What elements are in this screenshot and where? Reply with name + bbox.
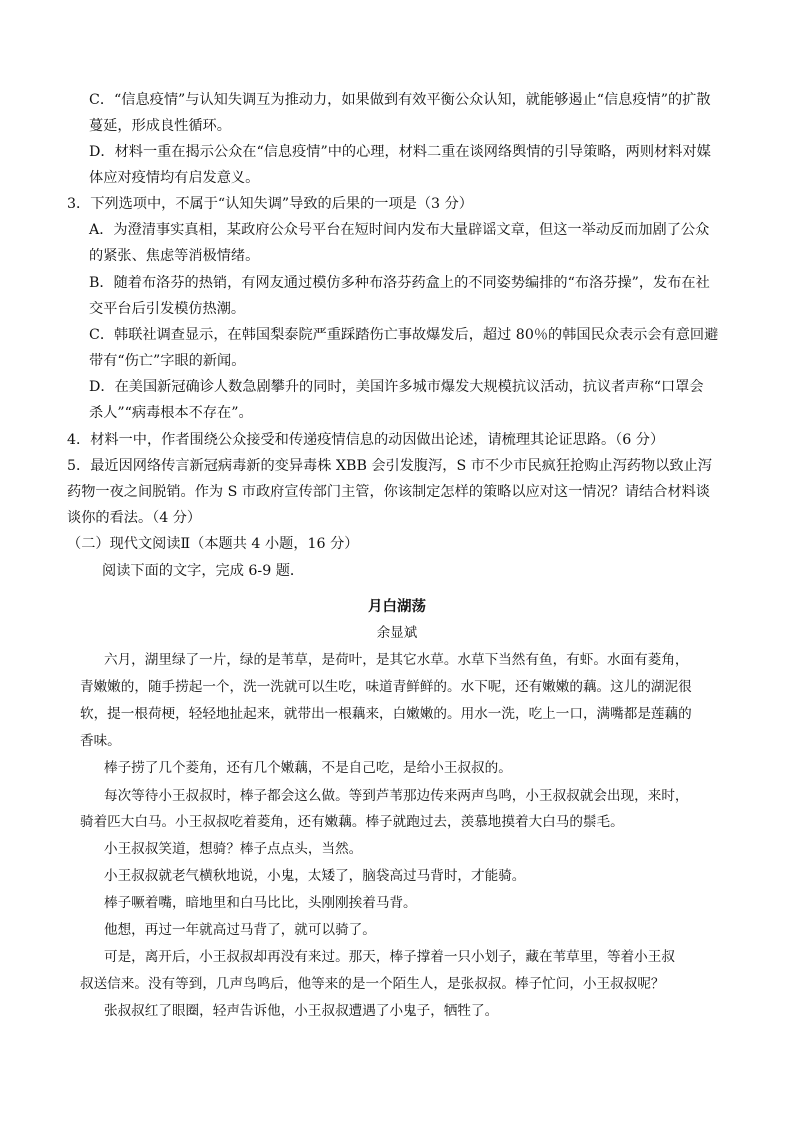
story-line-12: 可是，离开后，小王叔叔却再没有来过。那天，棒子撑着一只小划子，藏在苇草里，等着小王叔	[104, 949, 675, 965]
story-author: 余显斌	[376, 625, 418, 641]
story-line-3: 软，提一根荷梗，轻轻地扯起来，就带出一根藕来，白嫩嫩的。用水一洗，吃上一口，满嘴都是莲藕的	[80, 706, 692, 722]
q3-option-a-line-2: 的紧张、焦虑等消极情绪。	[89, 248, 260, 264]
section-instruction: 阅读下面的文字，完成 6-9 题．	[102, 563, 305, 579]
q5-line-1: 5．最近因网络传言新冠病毒新的变异毒株 XBB 会引发腹泻，S 市不少市民疯狂抢购止泻药物以致止泻	[67, 458, 712, 474]
story-line-2: 青嫩嫩的，随手捞起一个，洗一洗就可以生吃，味道青鲜鲜的。水下呢，还有嫩嫩的藕。这儿的湖泥很	[80, 679, 692, 695]
q3-option-c-line-1: C．韩联社调查显示，在韩国梨泰院严重踩踏伤亡事故爆发后，超过 80％的韩国民众表示会有意回避	[89, 327, 719, 343]
story-line-4: 香味。	[80, 733, 121, 749]
q3-option-b-line-2: 交平台后引发模仿热潮。	[89, 301, 246, 317]
q3-option-c-line-2: 带有“伤亡”字眼的新闻。	[89, 353, 246, 369]
q3-option-b-line-1: B．随着布洛芬的热销，有网友通过模仿多种布洛芬药盒上的不同姿势编排的“布洛芬操”，发布在社	[89, 275, 710, 291]
q4-text: 4．材料一中，作者围绕公众接受和传递疫情信息的动因做出论述，请梳理其论证思路。（6 分）	[67, 432, 665, 448]
story-line-1: 六月，湖里绿了一片，绿的是苇草，是荷叶，是其它水草。水草下当然有鱼，有虾。水面有菱角，	[104, 652, 689, 668]
story-line-14: 张叔叔红了眼圈，轻声告诉他，小王叔叔遭遇了小鬼子，牺牲了。	[104, 1003, 499, 1019]
q2-option-c-line-2: 蔓延，形成良性循环。	[89, 118, 231, 134]
story-title: 月白湖荡	[368, 598, 426, 615]
q2-option-d-line-1: D．材料一重在揭示公众在“信息疫情”中的心理，材料二重在谈网络舆情的引导策略，两则材料对媒	[89, 144, 711, 160]
story-line-9: 小王叔叔就老气横秋地说，小鬼，太矮了，脑袋高过马背时，才能骑。	[104, 868, 526, 884]
story-line-10: 棒子噘着嘴，暗地里和白马比比，头刚刚挨着马背。	[104, 895, 417, 911]
q2-option-c-line-1: C．“信息疫情”与认知失调互为推动力，如果做到有效平衡公众认知，就能够遏止“信息疫情”的扩散	[89, 92, 711, 108]
q3-option-d-line-2: 杀人”“病毒根本不存在”。	[89, 405, 253, 421]
q5-line-3: 谈你的看法。（4 分）	[67, 510, 202, 526]
story-line-11: 他想，再过一年就高过马背了，就可以骑了。	[104, 922, 376, 938]
q3-option-d-line-1: D．在美国新冠确诊人数急剧攀升的同时，美国许多城市爆发大规模抗议活动，抗议者声称“口罩会	[89, 379, 704, 395]
story-line-6: 每次等待小王叔叔时，棒子都会这么做。等到芦苇那边传来两声鸟鸣，小王叔叔就会出现，来时，	[104, 788, 689, 804]
story-line-13: 叔送信来。没有等到，几声鸟鸣后，他等来的是一个陌生人，是张叔叔。棒子忙问，小王叔叔呢？	[80, 976, 665, 992]
q3-stem: 3．下列选项中，不属于“认知失调”导致的后果的一项是（3 分）	[67, 196, 473, 212]
q3-option-a-line-1: A．为澄清事实真相，某政府公众号平台在短时间内发布大量辟谣文章，但这一举动反而加剧了公众	[89, 222, 710, 238]
story-line-8: 小王叔叔笑道，想骑？棒子点点头，当然。	[104, 841, 363, 857]
q2-option-d-line-2: 体应对疫情均有启发意义。	[89, 170, 260, 186]
story-line-5: 棒子捞了几个菱角，还有几个嫩藕，不是自己吃，是给小王叔叔的。	[104, 760, 512, 776]
story-line-7: 骑着匹大白马。小王叔叔吃着菱角，还有嫩藕。棒子就跑过去，羡慕地摸着大白马的鬃毛。	[80, 814, 624, 830]
section-heading: （二）现代文阅读Ⅱ（本题共 4 小题，16 分）	[67, 536, 359, 552]
q5-line-2: 药物一夜之间脱销。作为 S 市政府宣传部门主管，你该制定怎样的策略以应对这一情况？请结合材料谈	[67, 484, 710, 500]
